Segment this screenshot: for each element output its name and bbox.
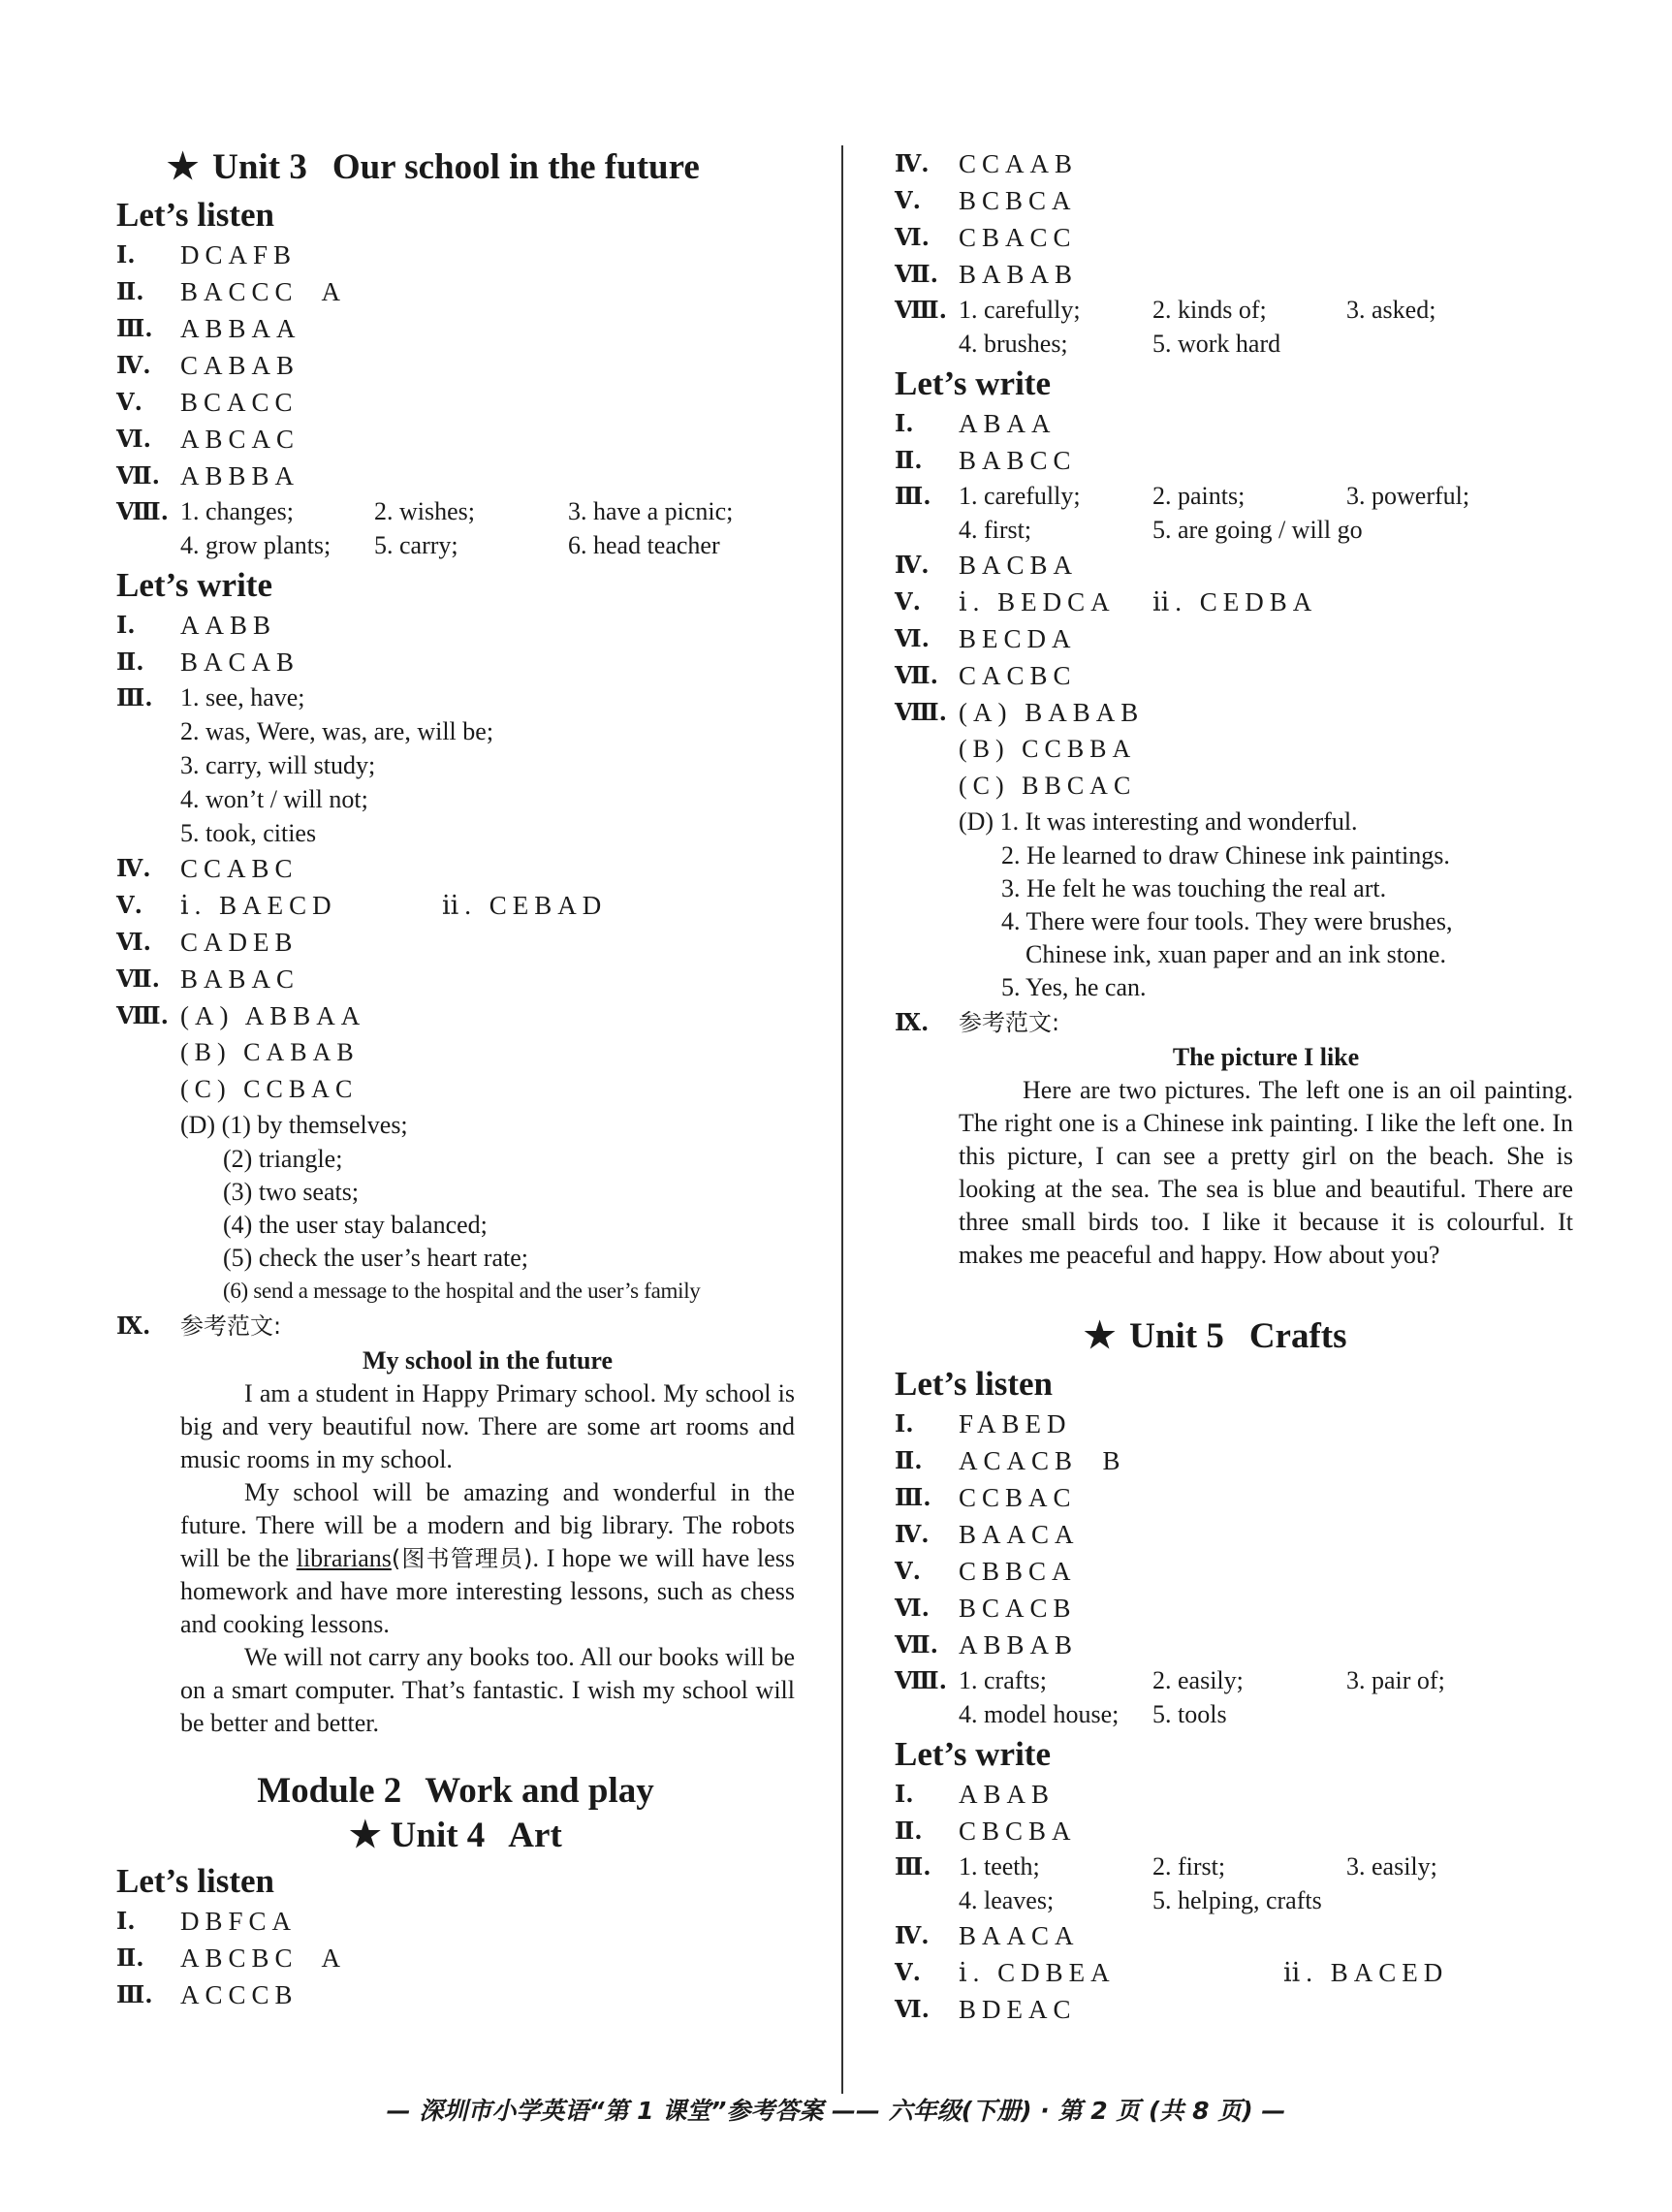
answer-row-cont: 4. first; 5. are going / will go <box>959 516 1363 544</box>
answer-line: (B) CCBBA <box>959 735 1137 763</box>
answer-line: 2. He learned to draw Chinese ink paintings. <box>1001 841 1450 869</box>
answer-row: Ⅶ. BABAC <box>116 964 300 994</box>
answer-row: Ⅱ. BACAB <box>116 648 300 677</box>
answer-row: Ⅰ. DCAFB <box>116 240 298 269</box>
unit3-listen-title: Let’s listen <box>116 196 274 234</box>
answer-row: Ⅰ. AABB <box>116 611 277 640</box>
answer-row: Ⅴ. ⅰ. CDBEA ⅱ. BACED <box>895 1958 1449 1987</box>
essay-paragraph: We will not carry any books too. All our books will be on a smart computer. That’s fantastic. I wish my school will be better and better. <box>180 1643 795 1737</box>
column-divider <box>841 145 843 2094</box>
answer-line: 4. won’t / will not; <box>180 785 368 813</box>
answer-row: Ⅳ. BAACA <box>895 1520 1080 1549</box>
answer-row: Ⅲ. 1. see, have; <box>116 683 305 711</box>
answer-row: Ⅱ. ABCBC A <box>116 1943 347 1973</box>
answer-row-cont: 4. leaves; 5. helping, crafts <box>959 1886 1322 1914</box>
unit3-label: Unit 3 <box>212 147 307 187</box>
answer-row: Ⅴ. BCBCA <box>895 186 1077 215</box>
unit3-write-title: Let’s write <box>116 566 272 604</box>
answer-row: Ⅷ. (A) ABBAA <box>116 1001 366 1030</box>
answer-row: Ⅱ. BABCC <box>895 446 1077 475</box>
answer-row: Ⅶ. ABBBA <box>116 461 300 490</box>
answer-row: Ⅲ. 1. teeth; 2. first; 3. easily; <box>895 1852 1437 1880</box>
answer-row: Ⅳ. CCAAB <box>895 149 1079 178</box>
unit3-title <box>116 143 795 192</box>
answer-row: Ⅳ. BAACA <box>895 1921 1080 1950</box>
answer-row: Ⅳ. CCABC <box>116 854 299 883</box>
left-column <box>116 143 795 2013</box>
answer-row: Ⅶ. BABAB <box>895 260 1079 289</box>
essay-title: My school in the future <box>362 1346 614 1375</box>
unit3-name: Our school in the future <box>331 147 700 187</box>
answer-row-cont: 4. brushes; 5. work hard <box>959 330 1281 358</box>
answer-row-cont: 4. model house; 5. tools <box>959 1700 1227 1728</box>
answer-row: Ⅴ. BCACC <box>116 388 299 417</box>
answer-row: Ⅱ. CBCBA <box>895 1817 1077 1846</box>
unit5-write-title: Let’s write <box>895 1735 1051 1773</box>
answer-row: Ⅴ. ⅰ. BEDCA ⅱ. CEDBA <box>895 587 1318 616</box>
answer-line: (6) send a message to the hospital and the user’s family <box>223 1279 701 1303</box>
star-icon: ★ <box>349 1816 382 1855</box>
answer-row: Ⅴ. ⅰ. BAECD ⅱ. CEBAD <box>116 891 608 920</box>
unit4-title: ★ Unit 4 Art <box>349 1816 562 1855</box>
star-icon: ★ <box>1084 1316 1117 1356</box>
answer-row: Ⅲ. CCBAC <box>895 1483 1077 1512</box>
answer-row: Ⅵ. ABCAC <box>116 425 300 454</box>
answer-row: Ⅶ. ABBAB <box>895 1630 1079 1659</box>
answer-row: Ⅷ. 1. carefully; 2. kinds of; 3. asked; <box>895 296 1436 324</box>
answer-row: Ⅰ. FABED <box>895 1409 1072 1438</box>
answer-row: Ⅶ. CACBC <box>895 661 1077 690</box>
answer-row: Ⅵ. CADEB <box>116 928 299 957</box>
answer-line: (3) two seats; <box>223 1178 360 1206</box>
answer-row: Ⅱ. BACCC A <box>116 277 347 306</box>
answer-line: (5) check the user’s heart rate; <box>223 1244 528 1272</box>
essay-paragraph: I am a student in Happy Primary school. My school is big and very beautiful now. There are some art rooms and music rooms in my school. <box>180 1379 795 1473</box>
answer-row: Ⅴ. CBBCA <box>895 1557 1077 1586</box>
answer-line: Chinese ink, xuan paper and an ink stone. <box>1025 940 1446 968</box>
answer-line: (B) CABAB <box>180 1038 360 1066</box>
answer-row: Ⅸ. 参考范文: <box>116 1311 282 1340</box>
answer-row: Ⅰ. ABAA <box>895 409 1057 438</box>
answer-line: 5. Yes, he can. <box>1001 973 1147 1001</box>
answer-line: 2. was, Were, was, are, will be; <box>180 717 494 745</box>
answer-line: 3. carry, will study; <box>180 751 376 779</box>
answer-row: Ⅷ. 1. crafts; 2. easily; 3. pair of; <box>895 1666 1445 1694</box>
page-footer: — 深圳市小学英语“第 1 课堂”参考答案 —— 六年级(下册) · 第 2 页 (共 8 页) — <box>386 2097 1286 2125</box>
essay-paragraph: My school will be amazing and wonderful in the future. There will be a modern and big library. The robots will be the librarians(图书管理员). I hope we will have less homework and have more interesting lessons, such as chess and cooking lessons. <box>180 1478 795 1638</box>
answer-row: Ⅷ. (A) BABAB <box>895 698 1145 727</box>
essay-title: The picture I like <box>1172 1043 1360 1071</box>
answer-line: (4) the user stay balanced; <box>223 1211 488 1239</box>
unit5-title: ★ Unit 5 Crafts <box>1084 1316 1347 1356</box>
essay <box>116 1344 795 1740</box>
answer-row: Ⅱ. ACACB B <box>895 1446 1126 1475</box>
answer-line: 3. He felt he was touching the real art. <box>1001 874 1387 902</box>
answer-row-cont: 4. grow plants; 5. carry; 6. head teacher <box>180 531 720 559</box>
answer-row: Ⅸ. 参考范文: <box>895 1008 1060 1036</box>
answer-line: (2) triangle; <box>223 1145 343 1173</box>
answer-line: 5. took, cities <box>180 819 317 847</box>
answer-line: (D) 1. It was interesting and wonderful. <box>959 807 1358 836</box>
answer-row: Ⅰ. DBFCA <box>116 1907 298 1936</box>
essay <box>895 1041 1573 1272</box>
answer-row: Ⅵ. BDEAC <box>895 1995 1077 2024</box>
module2-title: Module 2 Work and play <box>257 1771 654 1811</box>
answer-line: (C) CCBAC <box>180 1075 359 1103</box>
answer-line: 4. There were four tools. They were brushes, <box>1001 907 1453 935</box>
right-column <box>895 145 1573 2028</box>
answer-row: Ⅲ. 1. carefully; 2. paints; 3. powerful; <box>895 482 1470 510</box>
answer-row: Ⅰ. ABAB <box>895 1780 1056 1809</box>
star-icon: ★ <box>167 147 200 187</box>
answer-line: (D) (1) by themselves; <box>180 1111 408 1139</box>
answer-row: Ⅳ. CABAB <box>116 351 300 380</box>
essay-paragraph: Here are two pictures. The left one is an oil painting. The right one is a Chinese ink painting. I like the left one. In this picture, I can see a pretty girl on the beach. She is looking at the sea. The sea is blue and beautiful. There are three small birds too. I like it because it is colourful. It makes me peaceful and happy. How about you? <box>959 1076 1573 1269</box>
answer-line: (C) BBCAC <box>959 772 1137 800</box>
answer-row: Ⅲ. ABBAA <box>116 314 301 343</box>
unit4-listen-title: Let’s listen <box>116 1862 274 1900</box>
answer-row: Ⅳ. BACBA <box>895 551 1079 580</box>
answer-row: Ⅷ. 1. changes; 2. wishes; 3. have a picnic; <box>116 497 734 525</box>
answer-row: Ⅵ. BCACB <box>895 1594 1077 1623</box>
answer-row: Ⅵ. CBACC <box>895 223 1077 252</box>
unit5-listen-title: Let’s listen <box>895 1365 1053 1403</box>
unit4-write-title: Let’s write <box>895 364 1051 402</box>
answer-row: Ⅵ. BECDA <box>895 624 1077 653</box>
answer-row: Ⅲ. ACCCB <box>116 1980 299 2009</box>
